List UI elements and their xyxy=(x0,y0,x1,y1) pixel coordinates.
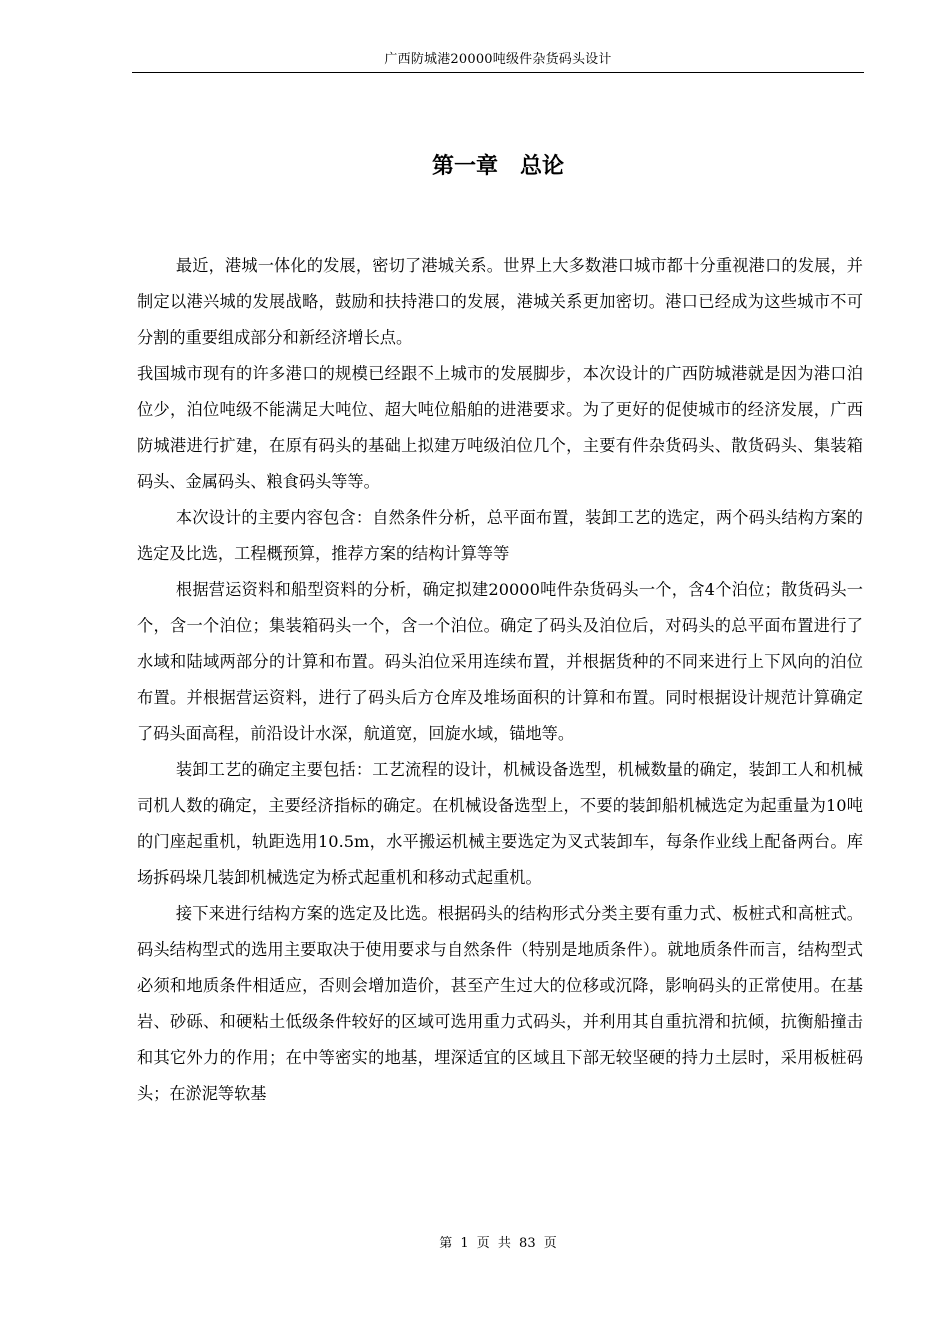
chapter-title: 第一章 总论 xyxy=(431,154,564,179)
page-number-footer: 第 1 页 共 83 页 xyxy=(439,1236,557,1251)
paragraph-1: 最近，港城一体化的发展，密切了港城关系。世界上大多数港口城市都十分重视港口的发展，并制定以港兴城的发展战略，鼓励和扶持港口的发展，港城关系更加密切。港口已经成为这些城市不可分割的重要组成部分和新经济增长点。 xyxy=(137,256,863,347)
running-header-title: 广西防城港20000吨级件杂货码头设计 xyxy=(384,52,612,67)
paragraph-6: 接下来进行结构方案的选定及比选。根据码头的结构形式分类主要有重力式、板桩式和高桩式。码头结构型式的选用主要取决于使用要求与自然条件（特别是地质条件）。就地质条件而言，结构型式必须和地质条件相适应，否则会增加造价，甚至产生过大的位移或沉降，影响码头的正常使用。在基岩、砂砾、和硬粘土低级条件较好的区域可选用重力式码头，并利用其自重抗滑和抗倾，抗衡船撞击和其它外力的作用；在中等密实的地基，埋深适宜的区域且下部无较坚硬的持力土层时，采用板桩码头；在淤泥等软基 xyxy=(137,904,863,1103)
paragraph-4: 根据营运资料和船型资料的分析，确定拟建20000吨件杂货码头一个，含4个泊位；散货码头一个，含一个泊位；集装箱码头一个，含一个泊位。确定了码头及泊位后，对码头的总平面布置进行了水域和陆域两部分的计算和布置。码头泊位采用连续布置，并根据货种的不同来进行上下风向的泊位布置。并根据营运资料，进行了码头后方仓库及堆场面积的计算和布置。同时根据设计规范计算确定了码头面高程，前沿设计水深，航道宽，回旋水域，锚地等。 xyxy=(137,580,863,743)
paragraph-2: 我国城市现有的许多港口的规模已经跟不上城市的发展脚步，本次设计的广西防城港就是因为港口泊位少，泊位吨级不能满足大吨位、超大吨位船舶的进港要求。为了更好的促使城市的经济发展，广西防城港进行扩建，在原有码头的基础上拟建万吨级泊位几个，主要有件杂货码头、散货码头、集装箱码头、金属码头、粮食码头等等。 xyxy=(137,364,863,491)
header-divider xyxy=(132,72,864,73)
paragraph-5: 装卸工艺的确定主要包括：工艺流程的设计，机械设备选型，机械数量的确定，装卸工人和机械司机人数的确定，主要经济指标的确定。在机械设备选型上，不要的装卸船机械选定为起重量为10吨的门座起重机，轨距选用10.5m，水平搬运机械主要选定为叉式装卸车，每条作业线上配备两台。库场拆码垛几装卸机械选定为桥式起重机和移动式起重机。 xyxy=(137,760,863,887)
body-text xyxy=(137,248,863,1112)
paragraph-3: 本次设计的主要内容包含：自然条件分析，总平面布置，装卸工艺的选定，两个码头结构方案的选定及比选，工程概预算，推荐方案的结构计算等等 xyxy=(137,508,863,563)
